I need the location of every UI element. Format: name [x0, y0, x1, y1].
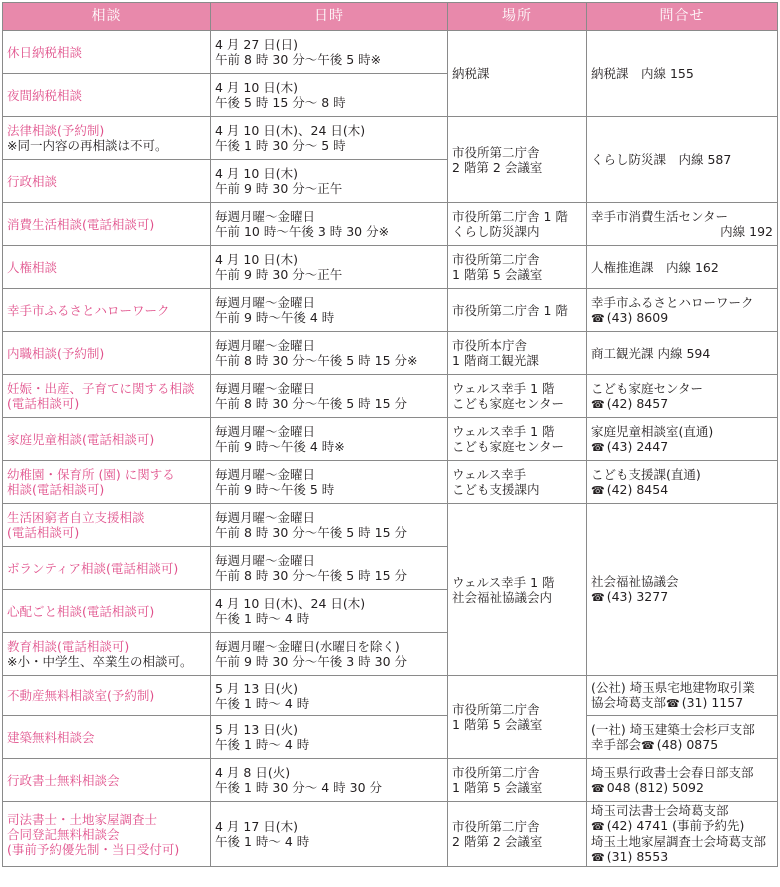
place-line: 市役所第二庁舎	[452, 144, 540, 160]
consultation-name-line: 生活困窮者自立支援相談	[7, 510, 145, 525]
place-line: 2 階第 2 会議室	[452, 159, 543, 175]
datetime-line: 毎週月曜～金曜日	[215, 381, 316, 396]
consultation-datetime	[211, 461, 448, 504]
header-datetime: 日時	[211, 3, 448, 31]
consultation-name-line: 人権相談	[7, 259, 58, 275]
consultation-name	[3, 117, 211, 160]
consultation-name-line: (電話相談可)	[7, 525, 80, 540]
contact-line: 幸手部会	[591, 736, 642, 752]
place-line: 納税課	[452, 66, 490, 81]
consultation-note: ※小・中学生、卒業生の相談可。	[7, 654, 193, 669]
table-row	[3, 289, 778, 332]
datetime-line: 4 月 10 日(木)	[215, 80, 299, 95]
consultation-contact	[587, 31, 778, 117]
datetime-line: 4 月 17 日(木)	[215, 819, 299, 834]
datetime-line: 毎週月曜～金曜日	[215, 295, 316, 310]
consultation-name	[3, 716, 211, 759]
datetime-line: 4 月 10 日(木)	[215, 166, 299, 181]
datetime-line: 午前 8 時 30 分～午後 5 時 15 分	[215, 525, 408, 540]
consultation-name-line: (電話相談可)	[7, 396, 80, 411]
consultation-place	[448, 676, 587, 759]
datetime-line: 午後 1 時～ 4 時	[215, 737, 310, 752]
consultation-name-line: 法律相談(予約制)	[7, 123, 105, 138]
place-line: 社会福祉協議会内	[452, 589, 553, 605]
phone-line	[591, 849, 773, 865]
consultation-name-line: 幼稚園・保育所 (園) に関する	[7, 467, 175, 482]
place-line: 市役所第二庁舎	[452, 252, 540, 267]
consultation-datetime	[211, 203, 448, 246]
consultation-name	[3, 74, 211, 117]
place-line: 市役所第二庁舎 1 階	[452, 302, 568, 318]
consultation-datetime	[211, 676, 448, 716]
consultation-name-line: 幸手市ふるさとハローワーク	[7, 302, 170, 318]
phone-number: (43) 2447	[606, 438, 669, 454]
place-line: こども家庭センター	[452, 439, 565, 454]
consultation-place	[448, 504, 587, 676]
place-line: 市役所本庁舎	[452, 338, 528, 353]
place-line: 1 階商工観光課	[452, 353, 539, 368]
contact-line: 埼玉県行政書士会春日部支部	[591, 764, 754, 780]
phone-icon: ☎	[591, 781, 605, 795]
datetime-line: 午前 9 時 30 分～正午	[215, 267, 343, 282]
header-consultation: 相談	[3, 3, 211, 31]
consultation-contact	[587, 246, 778, 289]
consultation-place	[448, 759, 587, 802]
consultation-name-line: 行政書士無料相談会	[7, 772, 120, 788]
table-row	[3, 117, 778, 160]
phone-icon: ☎	[591, 591, 605, 604]
table-row	[3, 203, 778, 246]
contact-line: 家庭児童相談室(直通)	[591, 423, 714, 439]
datetime-line: 5 月 13 日(火)	[215, 680, 299, 696]
phone-line	[591, 818, 773, 834]
consultation-datetime	[211, 802, 448, 867]
phone-number: (31) 1157	[681, 695, 744, 710]
place-line: こども家庭センター	[452, 396, 565, 411]
contact-line: くらし防災課 内線 587	[591, 152, 732, 167]
consultation-contact	[587, 802, 778, 867]
contact-line: 幸手市ふるさとハローワーク	[591, 294, 754, 310]
consultation-name	[3, 547, 211, 590]
phone-icon: ☎	[591, 311, 605, 325]
consultation-name	[3, 504, 211, 547]
phone-line	[591, 310, 773, 326]
datetime-line: 午前 8 時 30 分～午後 5 時※	[215, 52, 382, 67]
consultation-name	[3, 160, 211, 203]
consultation-name-line: 心配ごと相談(電話相談可)	[7, 603, 155, 619]
phone-number: (42) 8457	[606, 395, 669, 411]
table-row	[3, 246, 778, 289]
consultation-datetime	[211, 759, 448, 802]
phone-icon: ☎	[591, 851, 605, 864]
consultation-contact	[587, 504, 778, 676]
consultation-datetime	[211, 332, 448, 375]
consultation-table	[2, 2, 778, 867]
consultation-name	[3, 289, 211, 332]
consultation-contact	[587, 332, 778, 375]
place-line: ウェルス幸手 1 階	[452, 424, 555, 439]
phone-number: (42) 8454	[606, 481, 669, 497]
consultation-contact	[587, 289, 778, 332]
datetime-line: 毎週月曜～金曜日	[215, 510, 316, 525]
consultation-name-line: 家庭児童相談(電話相談可)	[7, 431, 155, 447]
contact-line: (公社) 埼玉県宅地建物取引業	[591, 680, 755, 695]
consultation-name-line: 教育相談(電話相談可)	[7, 639, 130, 654]
phone-line	[591, 589, 773, 605]
consultation-datetime	[211, 418, 448, 461]
table-row	[3, 504, 778, 547]
contact-line: 人権推進課 内線 162	[591, 259, 719, 275]
consultation-name-line: 合同登記無料相談会	[7, 826, 120, 842]
contact-line: こども支援課(直通)	[591, 466, 701, 482]
phone-number: (43) 8609	[606, 309, 669, 325]
datetime-line: 午前 8 時 30 分～午後 5 時 15 分※	[215, 353, 418, 368]
consultation-datetime	[211, 74, 448, 117]
header-contact: 問合せ	[587, 3, 778, 31]
table-row	[3, 716, 778, 759]
place-line: 1 階第 5 会議室	[452, 267, 543, 282]
consultation-name	[3, 332, 211, 375]
datetime-line: 4 月 27 日(日)	[215, 37, 299, 52]
contact-line: 協会埼葛支部	[591, 695, 667, 710]
place-line: ウェルス幸手 1 階	[452, 574, 555, 590]
consultation-place	[448, 802, 587, 867]
phone-number: (42) 4741 (事前予約先)	[606, 818, 745, 833]
phone-icon: ☎	[641, 738, 655, 752]
place-line: こども支援課内	[452, 482, 540, 497]
datetime-line: 午後 1 時～ 4 時	[215, 695, 310, 711]
contact-line	[591, 737, 773, 753]
phone-icon: ☎	[666, 697, 680, 710]
place-line: 市役所第二庁舎 1 階	[452, 209, 568, 224]
datetime-line: 4 月 10 日(木)、24 日(木)	[215, 596, 366, 611]
header-place: 場所	[448, 3, 587, 31]
consultation-contact	[587, 203, 778, 246]
table-row	[3, 332, 778, 375]
consultation-name	[3, 590, 211, 633]
contact-line: 商工観光課 内線 594	[591, 345, 711, 361]
contact-line	[591, 695, 773, 711]
phone-line	[591, 439, 773, 455]
consultation-datetime	[211, 246, 448, 289]
consultation-place	[448, 332, 587, 375]
phone-icon: ☎	[591, 440, 605, 454]
consultation-contact	[587, 461, 778, 504]
consultation-note: ※同一内容の再相談は不可。	[7, 138, 168, 153]
consultation-datetime	[211, 289, 448, 332]
phone-line	[591, 482, 773, 498]
consultation-datetime	[211, 590, 448, 633]
datetime-line: 4 月 10 日(木)、24 日(木)	[215, 123, 366, 138]
table-row	[3, 461, 778, 504]
contact-line: 幸手市消費生活センター	[591, 209, 729, 224]
consultation-contact	[587, 375, 778, 418]
consultation-name-line: (事前予約優先制・当日受付可)	[7, 841, 180, 857]
datetime-line: 毎週月曜～金曜日(水曜日を除く)	[215, 639, 400, 654]
consultation-name-line: ボランティア相談(電話相談可)	[7, 560, 179, 576]
contact-line: 埼玉土地家屋調査士会埼葛支部	[591, 834, 767, 849]
datetime-line: 午前 9 時～午後 4 時※	[215, 439, 345, 454]
datetime-line: 午前 9 時 30 分～正午	[215, 181, 343, 196]
datetime-line: 毎週月曜～金曜日	[215, 467, 316, 482]
phone-icon: ☎	[591, 397, 605, 411]
consultation-contact	[587, 716, 778, 759]
datetime-line: 午前 8 時 30 分～午後 5 時 15 分	[215, 568, 408, 583]
consultation-name	[3, 802, 211, 867]
table-row	[3, 802, 778, 867]
consultation-datetime	[211, 547, 448, 590]
consultation-place	[448, 31, 587, 117]
table-row	[3, 676, 778, 716]
datetime-line: 午後 1 時～ 4 時	[215, 834, 310, 849]
consultation-contact	[587, 418, 778, 461]
consultation-name	[3, 759, 211, 802]
consultation-place	[448, 203, 587, 246]
consultation-place	[448, 418, 587, 461]
consultation-name	[3, 633, 211, 676]
datetime-line: 午後 5 時 15 分～ 8 時	[215, 95, 346, 110]
consultation-contact	[587, 117, 778, 203]
phone-number: (48) 0875	[656, 736, 719, 752]
phone-icon: ☎	[591, 483, 605, 497]
consultation-name-line: 司法書士・土地家屋調査士	[7, 811, 158, 827]
place-line: 2 階第 2 会議室	[452, 834, 543, 849]
place-line: 市役所第二庁舎	[452, 819, 540, 834]
consultation-place	[448, 461, 587, 504]
place-line: 1 階第 5 会議室	[452, 717, 543, 732]
contact-line: 社会福祉協議会	[591, 574, 679, 589]
consultation-name-line: 建築無料相談会	[7, 729, 95, 745]
consultation-name	[3, 31, 211, 74]
datetime-line: 毎週月曜～金曜日	[215, 424, 316, 439]
datetime-line: 4 月 10 日(木)	[215, 252, 299, 267]
datetime-line: 午前 9 時 30 分～午後 3 時 30 分	[215, 654, 408, 669]
consultation-name	[3, 461, 211, 504]
consultation-name	[3, 375, 211, 418]
table-row	[3, 418, 778, 461]
datetime-line: 午前 8 時 30 分～午後 5 時 15 分	[215, 396, 408, 411]
consultation-name-line: 夜間納税相談	[7, 87, 83, 103]
phone-number: (31) 8553	[606, 849, 669, 864]
datetime-line: 午後 1 時 30 分～ 4 時 30 分	[215, 780, 383, 795]
consultation-name	[3, 418, 211, 461]
place-line: 市役所第二庁舎	[452, 765, 540, 780]
contact-line: 納税課 内線 155	[591, 66, 694, 81]
consultation-datetime	[211, 716, 448, 759]
place-line: 市役所第二庁舎	[452, 702, 540, 717]
datetime-line: 毎週月曜～金曜日	[215, 338, 316, 353]
contact-line: こども家庭センター	[591, 380, 704, 396]
consultation-place	[448, 375, 587, 418]
consultation-name-line: 内職相談(予約制)	[7, 345, 105, 361]
consultation-name	[3, 203, 211, 246]
datetime-line: 4 月 8 日(火)	[215, 765, 291, 780]
consultation-contact	[587, 676, 778, 716]
consultation-datetime	[211, 117, 448, 160]
consultation-name-line: 消費生活相談(電話相談可)	[7, 216, 155, 232]
place-line: くらし防災課内	[452, 224, 540, 239]
place-line: ウェルス幸手 1 階	[452, 381, 555, 396]
consultation-place	[448, 117, 587, 203]
consultation-name	[3, 676, 211, 716]
datetime-line: 午前 9 時～午後 4 時	[215, 310, 335, 325]
consultation-name-line: 相談(電話相談可)	[7, 482, 105, 497]
consultation-place	[448, 289, 587, 332]
place-line: 1 階第 5 会議室	[452, 780, 543, 795]
consultation-name-line: 休日納税相談	[7, 44, 83, 60]
consultation-name-line: 行政相談	[7, 173, 58, 189]
consultation-place	[448, 246, 587, 289]
phone-icon: ☎	[591, 820, 605, 833]
consultation-datetime	[211, 504, 448, 547]
datetime-line: 毎週月曜～金曜日	[215, 553, 316, 568]
datetime-line: 午前 10 時～午後 3 時 30 分※	[215, 224, 390, 239]
datetime-line: 午前 9 時～午後 5 時	[215, 482, 335, 497]
table-row	[3, 759, 778, 802]
datetime-line: 5 月 13 日(火)	[215, 722, 299, 737]
phone-line	[591, 396, 773, 412]
consultation-datetime	[211, 375, 448, 418]
contact-extension: 内線 192	[720, 224, 773, 239]
place-line: ウェルス幸手	[452, 467, 527, 482]
consultation-name	[3, 246, 211, 289]
consultation-datetime	[211, 31, 448, 74]
phone-line	[591, 780, 773, 796]
consultation-datetime	[211, 633, 448, 676]
consultation-name-line: 妊娠・出産、子育てに関する相談	[7, 381, 195, 396]
phone-number: (43) 3277	[606, 589, 669, 604]
consultation-contact	[587, 759, 778, 802]
datetime-line: 午後 1 時 30 分～ 5 時	[215, 138, 346, 153]
consultation-name-line: 不動産無料相談室(予約制)	[7, 688, 155, 703]
table-row	[3, 31, 778, 74]
datetime-line: 午後 1 時～ 4 時	[215, 611, 310, 626]
contact-line: 埼玉司法書士会埼葛支部	[591, 803, 729, 818]
table-header-row	[3, 3, 778, 31]
phone-number: 048 (812) 5092	[606, 779, 704, 795]
table-row	[3, 375, 778, 418]
contact-line: (一社) 埼玉建築士会杉戸支部	[591, 721, 755, 737]
datetime-line: 毎週月曜～金曜日	[215, 209, 316, 224]
consultation-datetime	[211, 160, 448, 203]
